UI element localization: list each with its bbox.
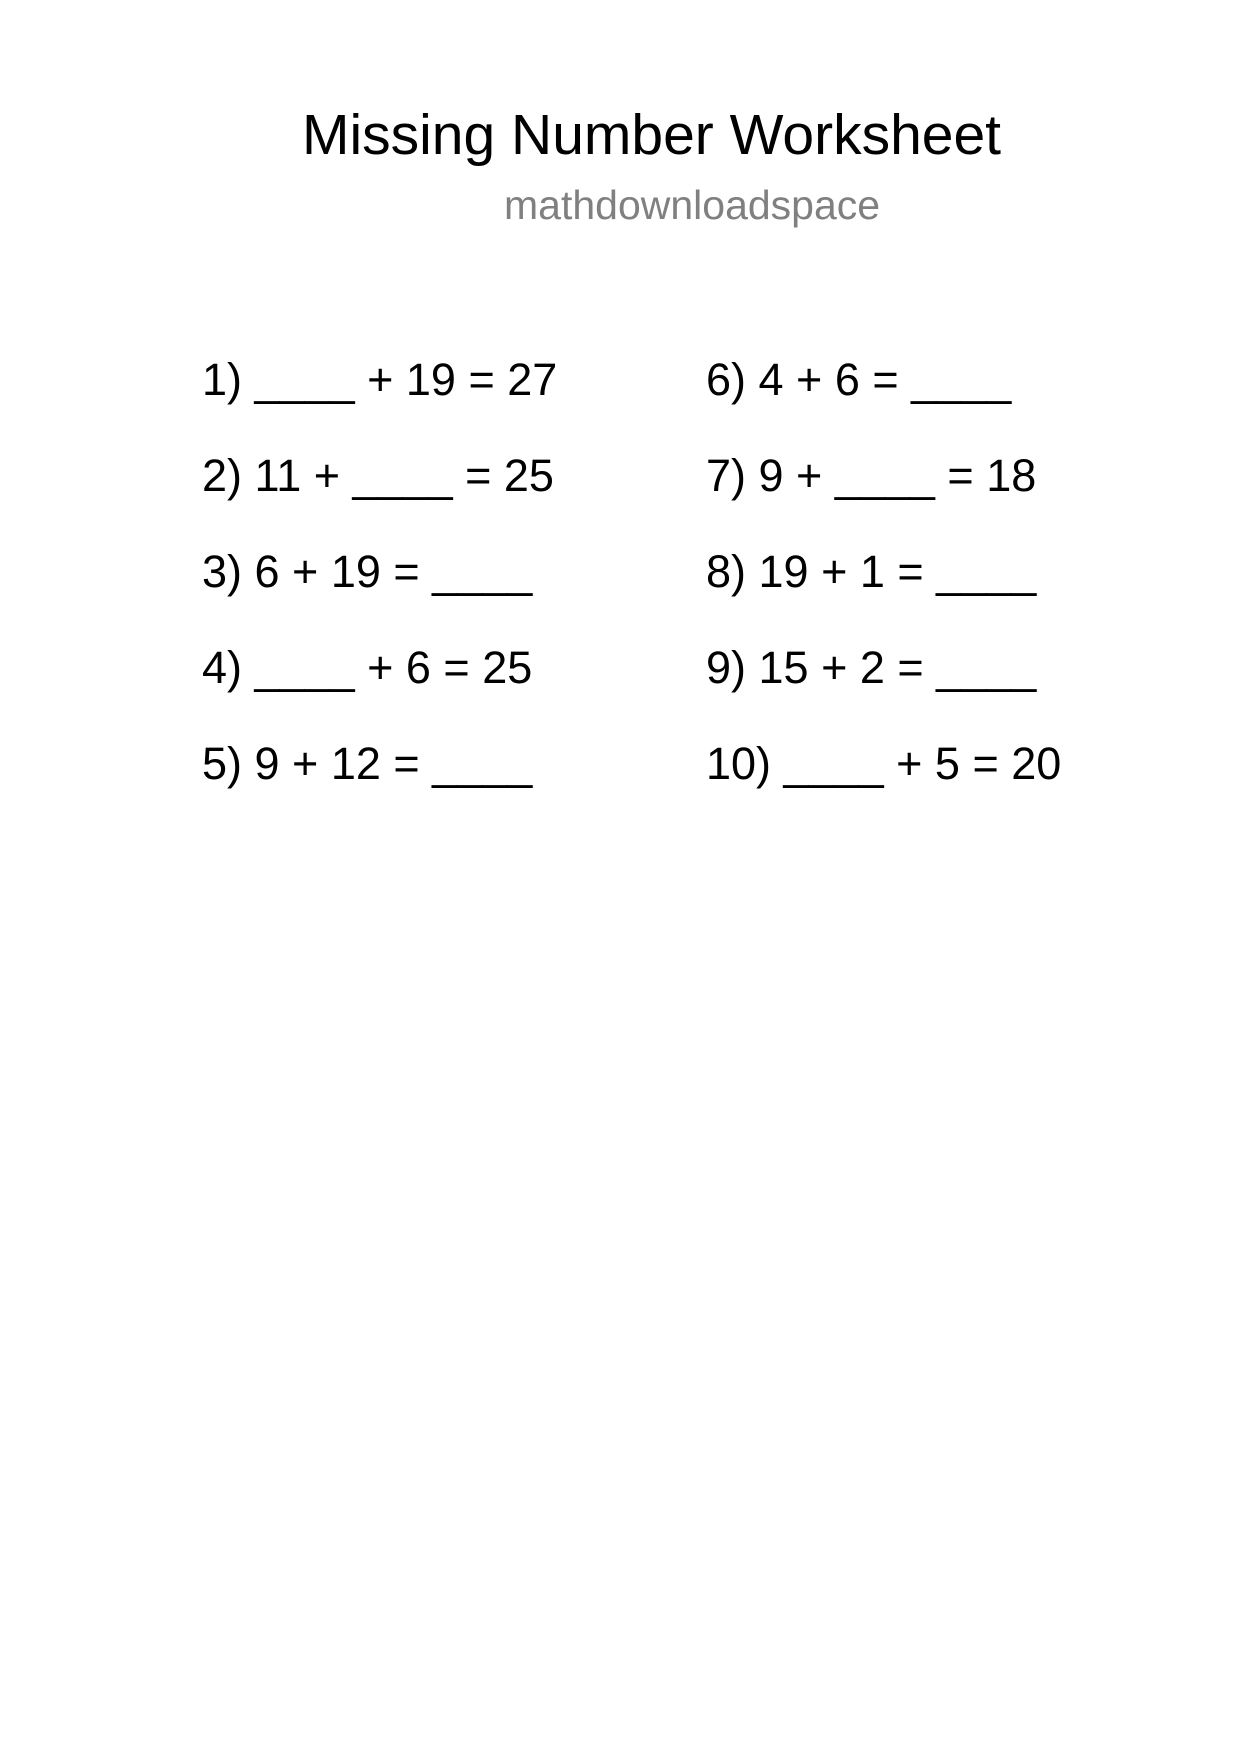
problem-1: 1) ____ + 19 = 27 <box>202 354 558 405</box>
problem-10: 10) ____ + 5 = 20 <box>706 738 1062 789</box>
problem-7: 7) 9 + ____ = 18 <box>706 450 1037 501</box>
problem-2: 2) 11 + ____ = 25 <box>202 450 554 501</box>
problem-6: 6) 4 + 6 = ____ <box>706 354 1012 405</box>
worksheet-subtitle: mathdownloadspace <box>504 182 881 228</box>
problem-8: 8) 19 + 1 = ____ <box>706 546 1037 597</box>
problem-9: 9) 15 + 2 = ____ <box>706 642 1037 693</box>
problem-5: 5) 9 + 12 = ____ <box>202 738 533 789</box>
problem-3: 3) 6 + 19 = ____ <box>202 546 533 597</box>
worksheet-title: Missing Number Worksheet <box>302 103 1002 167</box>
problem-4: 4) ____ + 6 = 25 <box>202 642 533 693</box>
